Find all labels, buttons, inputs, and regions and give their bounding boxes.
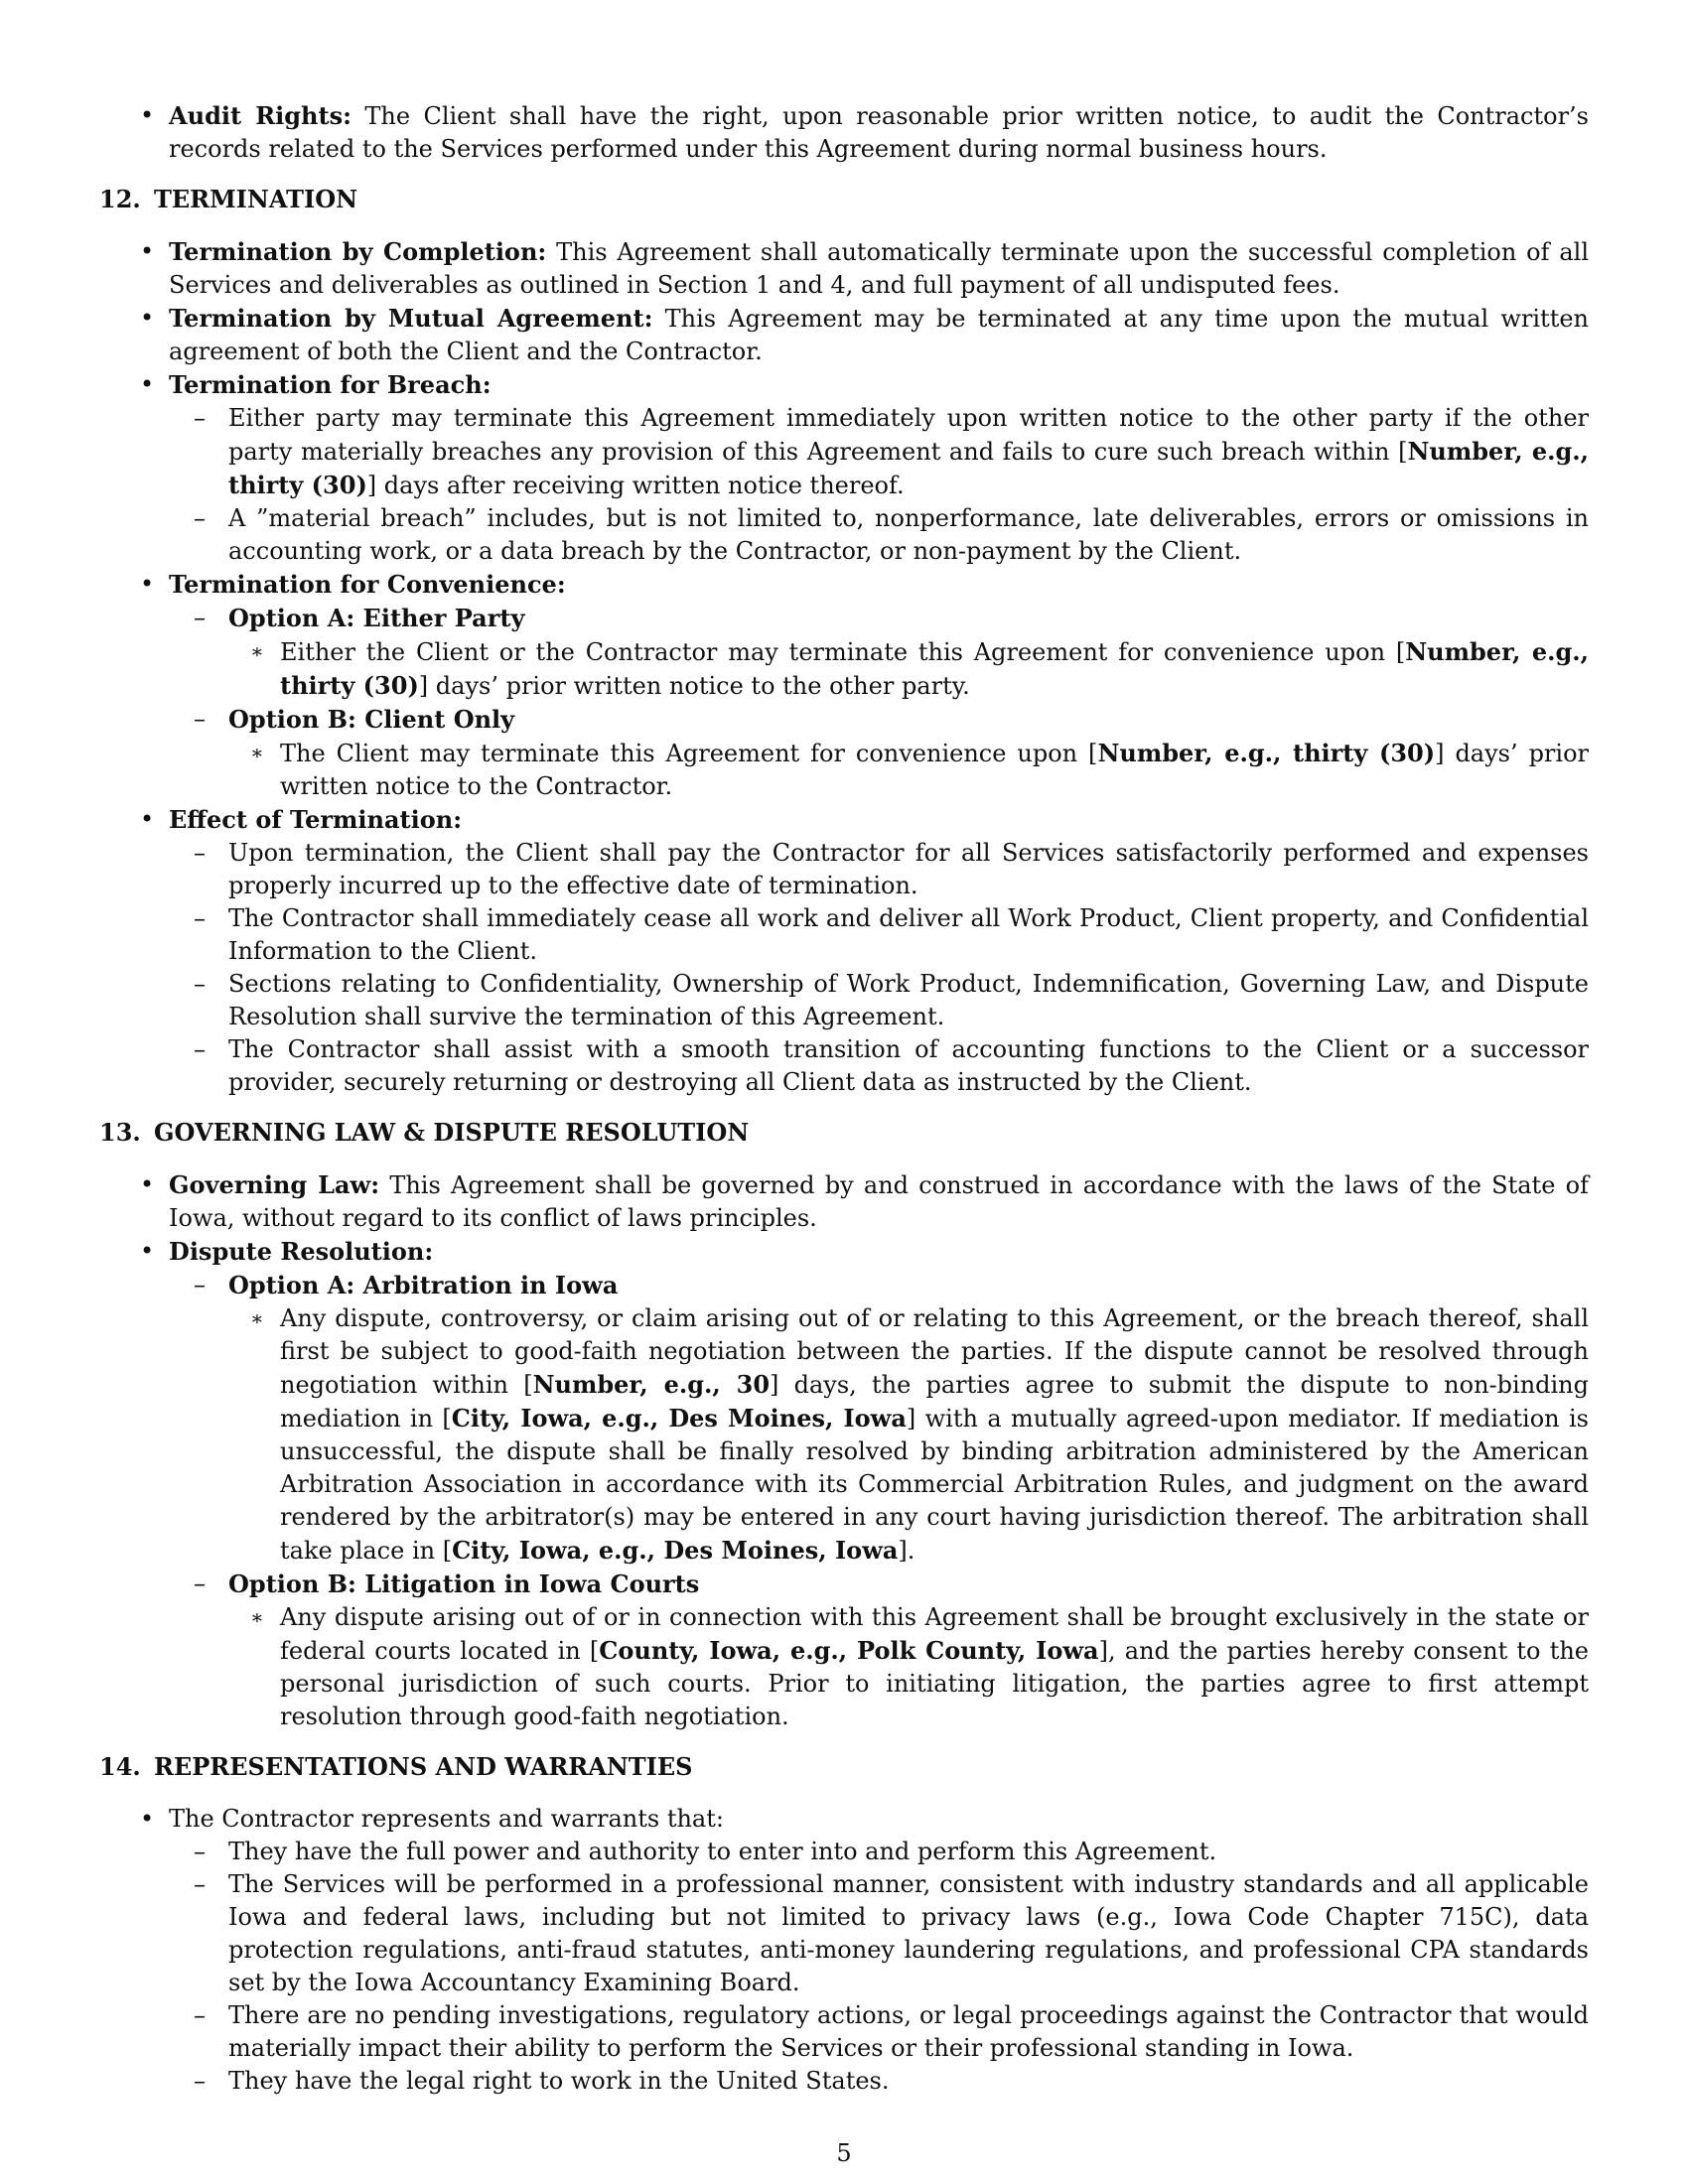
dispute-resolution-item bbox=[99, 1235, 1589, 1269]
placeholder-text: Number, e.g., thirty (30) bbox=[280, 637, 1589, 700]
item-text: Any dispute, controversy, or claim arising out of or relating to this Agreement, or the breach thereof, shall first be subject to good-faith negotiation between the parties. If the dispute cannot be resolved through negotiation within [ bbox=[280, 1304, 1589, 1399]
governing-law-item bbox=[99, 1168, 1589, 1235]
asterisk: ∗ bbox=[250, 1306, 264, 1330]
section-title: GOVERNING LAW & DISPUTE RESOLUTION bbox=[154, 1118, 750, 1147]
bullet: • bbox=[140, 370, 155, 398]
convenience-option-a bbox=[99, 602, 1589, 635]
option-label: Option B: Litigation in Iowa Courts bbox=[228, 1570, 700, 1598]
asterisk: ∗ bbox=[250, 741, 264, 764]
dash: – bbox=[194, 2001, 206, 2029]
dash: – bbox=[194, 604, 206, 631]
audit-rights-item bbox=[99, 99, 1589, 166]
section-title: TERMINATION bbox=[154, 185, 358, 213]
section-number: 14. bbox=[99, 1752, 141, 1781]
bullet: • bbox=[140, 805, 155, 833]
termination-convenience-item bbox=[99, 568, 1589, 602]
bullet: • bbox=[140, 1805, 155, 1833]
warranties-intro-item bbox=[99, 1803, 1589, 1836]
item-text: The Client may terminate this Agreement for convenience upon [ bbox=[280, 740, 1098, 767]
item-text: This Agreement shall automatically terminate upon the successful completion of all Services and deliverables as outlined in Section 1 and 4, and full payment of all undisputed fees. bbox=[169, 238, 1589, 299]
item-text: There are no pending investigations, regulatory actions, or legal proceedings against the Contractor that would materially impact their ability to perform the Services or their professional standing in Iowa. bbox=[228, 2001, 1589, 2062]
dash: – bbox=[194, 904, 206, 932]
option-label: Option B: Client Only bbox=[228, 705, 515, 734]
dash: – bbox=[194, 1271, 206, 1298]
item-text: Upon termination, the Client shall pay the Contractor for all Services satisfactorily performed and expenses properly incurred up to the effective date of termination. bbox=[228, 839, 1589, 899]
placeholder-text: City, Iowa, e.g., Des Moines, Iowa bbox=[451, 1404, 907, 1433]
item-text: ] with a mutually agreed-upon mediator. If mediation is unsuccessful, the dispute shall be finally resolved by binding arbitration administered by the American Arbitration Association in accordance with its Commercial Arbitration Rules, and judgment on the award rendered by the arbitrator(s) may be entered in any court having jurisdiction thereof. The arbitration shall take place in [ bbox=[280, 1405, 1589, 1565]
item-label: Termination by Mutual Agreement: bbox=[169, 304, 653, 333]
item-text: ] days, the parties agree to submit the dispute to non-binding mediation in [ bbox=[280, 1371, 1590, 1433]
item-text: Either party may terminate this Agreement immediately upon written notice to the other party if the other party materially breaches any provision of this Agreement and fails to cure such breach within [ bbox=[228, 404, 1589, 466]
convenience-option-b-text bbox=[99, 737, 1589, 803]
item-text: A ”material breach” includes, but is not limited to, nonperformance, late deliverables, errors or omissions in accounting work, or a data breach by the Contractor, or non-payment by the Client. bbox=[228, 504, 1589, 565]
warranty-subitem-3 bbox=[99, 1999, 1589, 2065]
breach-subitem-2 bbox=[99, 502, 1589, 568]
effect-subitem-3 bbox=[99, 968, 1589, 1033]
warranty-subitem-4 bbox=[99, 2065, 1589, 2098]
bullet: • bbox=[140, 570, 155, 598]
audit-rights-text: The Client shall have the right, upon reasonable prior written notice, to audit the Contractor’s records related to the Services performed under this Agreement during normal business hours. bbox=[169, 102, 1589, 163]
item-text: Sections relating to Confidentiality, Ownership of Work Product, Indemnification, Governing Law, and Dispute Resolution shall survive the termination of this Agreement. bbox=[228, 970, 1589, 1030]
item-text: They have the legal right to work in the United States. bbox=[228, 2067, 890, 2095]
termination-breach-item bbox=[99, 368, 1589, 402]
item-text: This Agreement may be terminated at any time upon the mutual written agreement of both the Client and the Contractor. bbox=[169, 305, 1589, 365]
item-text: The Services will be performed in a professional manner, consistent with industry standards and all applicable Iowa and federal laws, including but not limited to privacy laws (e.g., Iowa Code Chapter 715C), data protection regulations, anti-fraud statutes, anti-money laundering regulations, and professional CPA standards set by the Iowa Accountancy Examining Board. bbox=[228, 1870, 1589, 1996]
item-text: ] days’ prior written notice to the other party. bbox=[418, 672, 970, 700]
document-page bbox=[99, 99, 1589, 2098]
placeholder-text: Number, e.g., thirty (30) bbox=[1097, 739, 1436, 767]
item-label: Termination by Completion: bbox=[169, 237, 547, 266]
dash: – bbox=[194, 1570, 206, 1597]
dash: – bbox=[194, 839, 206, 867]
item-text: ]. bbox=[898, 1537, 915, 1565]
item-text: ] days after receiving written notice thereof. bbox=[366, 472, 905, 499]
section-12-heading bbox=[99, 183, 1589, 215]
warranty-subitem-2 bbox=[99, 1868, 1589, 1999]
dispute-option-b-text bbox=[99, 1601, 1589, 1733]
dash: – bbox=[194, 504, 206, 532]
item-text: They have the full power and authority to enter into and perform this Agreement. bbox=[228, 1838, 1217, 1865]
convenience-option-a-text bbox=[99, 635, 1589, 703]
item-text: This Agreement shall be governed by and construed in accordance with the laws of the State of Iowa, without regard to its conflict of laws principles. bbox=[169, 1171, 1589, 1232]
dash: – bbox=[194, 404, 206, 432]
placeholder-text: City, Iowa, e.g., Des Moines, Iowa bbox=[452, 1536, 899, 1565]
item-text: ], and the parties hereby consent to the personal jurisdiction of such courts. Prior to initiating litigation, the parties agree to first attempt resolution through good-faith negotiation. bbox=[280, 1637, 1589, 1730]
bullet: • bbox=[140, 101, 155, 129]
option-label: Option A: Either Party bbox=[228, 604, 525, 632]
bullet: • bbox=[140, 1170, 155, 1198]
effect-subitem-2 bbox=[99, 902, 1589, 968]
item-text: ] days’ prior written notice to the Contractor. bbox=[280, 740, 1590, 800]
item-text: The Contractor represents and warrants that: bbox=[169, 1805, 724, 1833]
dash: – bbox=[194, 705, 206, 733]
item-label: Effect of Termination: bbox=[169, 805, 463, 834]
bullet: • bbox=[140, 304, 155, 332]
item-label: Governing Law: bbox=[169, 1170, 380, 1199]
item-text: Either the Client or the Contractor may terminate this Agreement for convenience upon [ bbox=[280, 638, 1406, 666]
dash: – bbox=[194, 2067, 206, 2095]
dispute-option-b bbox=[99, 1568, 1589, 1601]
termination-completion-item bbox=[99, 235, 1589, 302]
dash: – bbox=[194, 1838, 206, 1865]
dash: – bbox=[194, 1035, 206, 1063]
dash: – bbox=[194, 970, 206, 998]
warranty-subitem-1 bbox=[99, 1836, 1589, 1868]
section-title: REPRESENTATIONS AND WARRANTIES bbox=[154, 1752, 693, 1781]
convenience-option-b bbox=[99, 703, 1589, 737]
placeholder-text: Number, e.g., 30 bbox=[532, 1370, 771, 1399]
asterisk: ∗ bbox=[250, 1605, 264, 1629]
effect-of-termination-item bbox=[99, 803, 1589, 837]
item-label: Termination for Convenience: bbox=[169, 570, 566, 599]
item-label: Termination for Breach: bbox=[169, 370, 492, 399]
breach-subitem-1 bbox=[99, 402, 1589, 502]
dispute-option-a-text bbox=[99, 1302, 1589, 1568]
item-text: The Contractor shall assist with a smooth transition of accounting functions to the Client or a successor provider, securely returning or destroying all Client data as instructed by the Client. bbox=[228, 1035, 1589, 1096]
option-label: Option A: Arbitration in Iowa bbox=[228, 1271, 619, 1299]
page-number: 5 bbox=[836, 2139, 852, 2167]
audit-rights-label: Audit Rights: bbox=[169, 101, 352, 130]
section-13-heading bbox=[99, 1116, 1589, 1149]
effect-subitem-4 bbox=[99, 1033, 1589, 1099]
dash: – bbox=[194, 1870, 206, 1898]
item-label: Dispute Resolution: bbox=[169, 1237, 434, 1266]
placeholder-text: Number, e.g., thirty (30) bbox=[228, 437, 1589, 499]
placeholder-text: County, Iowa, e.g., Polk County, Iowa bbox=[599, 1636, 1099, 1665]
asterisk: ∗ bbox=[250, 639, 264, 663]
section-number: 13. bbox=[99, 1118, 141, 1147]
bullet: • bbox=[140, 237, 155, 265]
dispute-option-a bbox=[99, 1269, 1589, 1302]
effect-subitem-1 bbox=[99, 837, 1589, 902]
termination-mutual-item bbox=[99, 302, 1589, 368]
item-text: Any dispute arising out of or in connection with this Agreement shall be brought exclusively in the state or federal courts located in [ bbox=[280, 1603, 1589, 1665]
section-number: 12. bbox=[99, 185, 141, 213]
item-text: The Contractor shall immediately cease all work and deliver all Work Product, Client property, and Confidential Information to the Client. bbox=[228, 904, 1589, 965]
bullet: • bbox=[140, 1237, 155, 1265]
section-14-heading bbox=[99, 1750, 1589, 1783]
